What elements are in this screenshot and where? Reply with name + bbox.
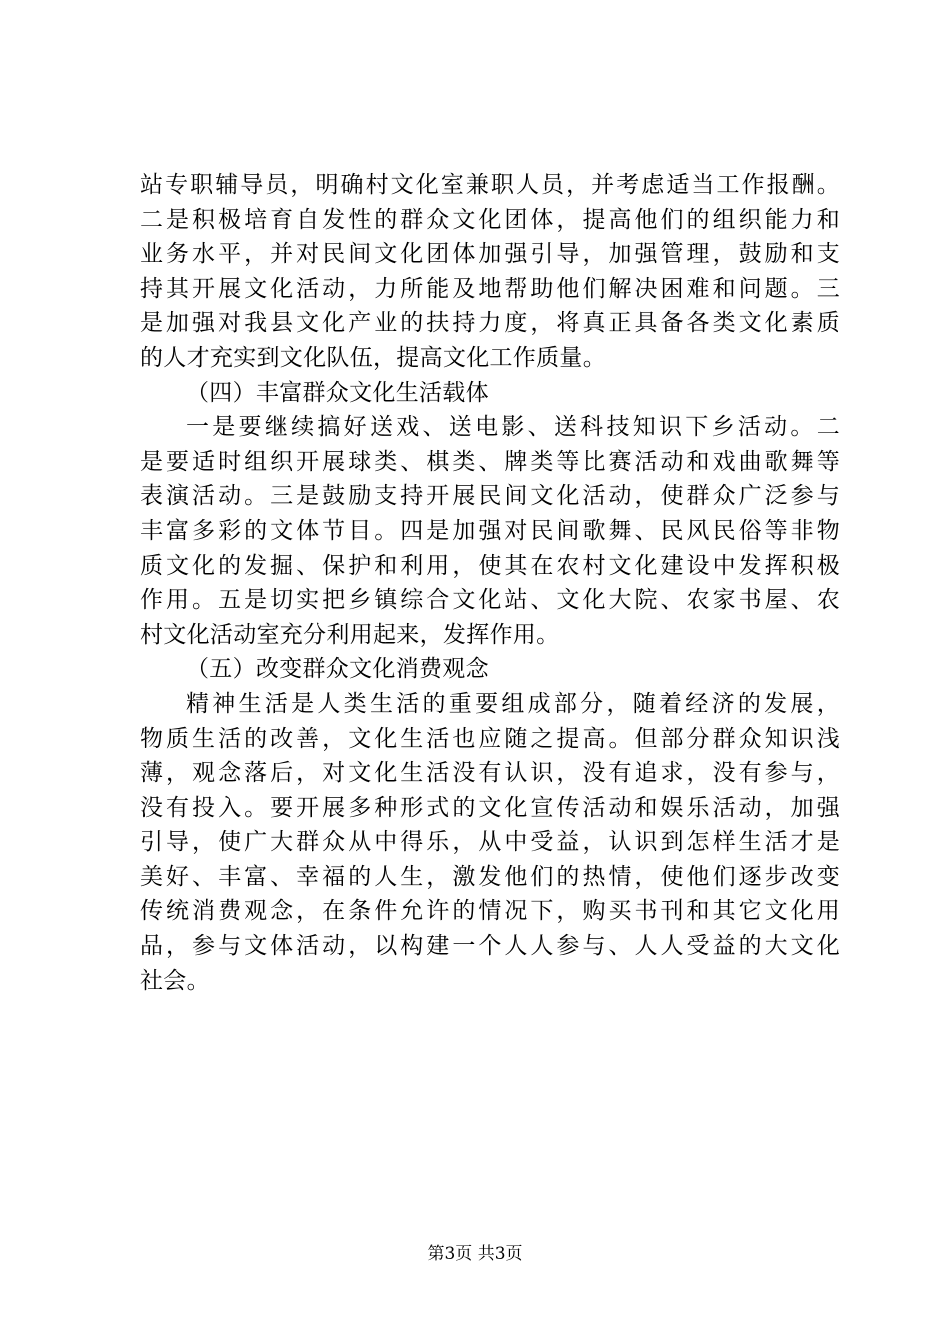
text-line: 表演活动。三是鼓励支持开展民间文化活动，使群众广泛参与 bbox=[140, 483, 840, 510]
text-line: 美好、丰富、幸福的人生，激发他们的热情，使他们逐步改变 bbox=[140, 863, 840, 890]
text-line: 站专职辅导员，明确村文化室兼职人员，并考虑适当工作报酬。 bbox=[140, 172, 840, 198]
text-line: 村文化活动室充分利用起来，发挥作用。 bbox=[140, 621, 560, 648]
text-line: 引导，使广大群众从中得乐，从中受益，认识到怎样生活才是 bbox=[140, 829, 840, 856]
text-line: 作用。五是切实把乡镇综合文化站、文化大院、农家书屋、农 bbox=[140, 587, 840, 614]
page-number-label: 第3页 共3页 bbox=[427, 1244, 523, 1264]
text-line: 丰富多彩的文体节目。四是加强对民间歌舞、民风民俗等非物 bbox=[140, 517, 840, 544]
text-line: 是要适时组织开展球类、棋类、牌类等比赛活动和戏曲歌舞等 bbox=[140, 448, 840, 475]
text-line: 一是要继续搞好送戏、送电影、送科技知识下乡活动。二 bbox=[186, 414, 840, 441]
text-line: 精神生活是人类生活的重要组成部分，随着经济的发展， bbox=[186, 690, 840, 717]
text-line: 是加强对我县文化产业的扶持力度，将真正具备各类文化素质 bbox=[140, 310, 840, 337]
text-line: 业务水平，并对民间文化团体加强引导，加强管理，鼓励和支 bbox=[140, 241, 840, 268]
section-heading: （五）改变群众文化消费观念 bbox=[186, 656, 489, 683]
text-line: 持其开展文化活动，力所能及地帮助他们解决困难和问题。三 bbox=[140, 275, 840, 302]
text-line: 品，参与文体活动，以构建一个人人参与、人人受益的大文化 bbox=[140, 933, 840, 960]
text-line: 薄，观念落后，对文化生活没有认识，没有追求，没有参与， bbox=[140, 760, 840, 787]
document-body bbox=[140, 168, 840, 998]
text-line: 二是积极培育自发性的群众文化团体，提高他们的组织能力和 bbox=[140, 206, 840, 233]
text-line: 的人才充实到文化队伍，提高文化工作质量。 bbox=[140, 344, 606, 371]
text-line: 物质生活的改善，文化生活也应随之提高。但部分群众知识浅 bbox=[140, 725, 840, 752]
section-heading: （四）丰富群众文化生活载体 bbox=[186, 379, 489, 406]
text-line: 传统消费观念，在条件允许的情况下，购买书刊和其它文化用 bbox=[140, 898, 840, 925]
text-line: 质文化的发掘、保护和利用，使其在农村文化建设中发挥积极 bbox=[140, 552, 840, 579]
text-line: 没有投入。要开展多种形式的文化宣传活动和娱乐活动，加强 bbox=[140, 794, 840, 821]
text-line: 社会。 bbox=[140, 967, 210, 994]
page-footer bbox=[0, 1243, 950, 1265]
